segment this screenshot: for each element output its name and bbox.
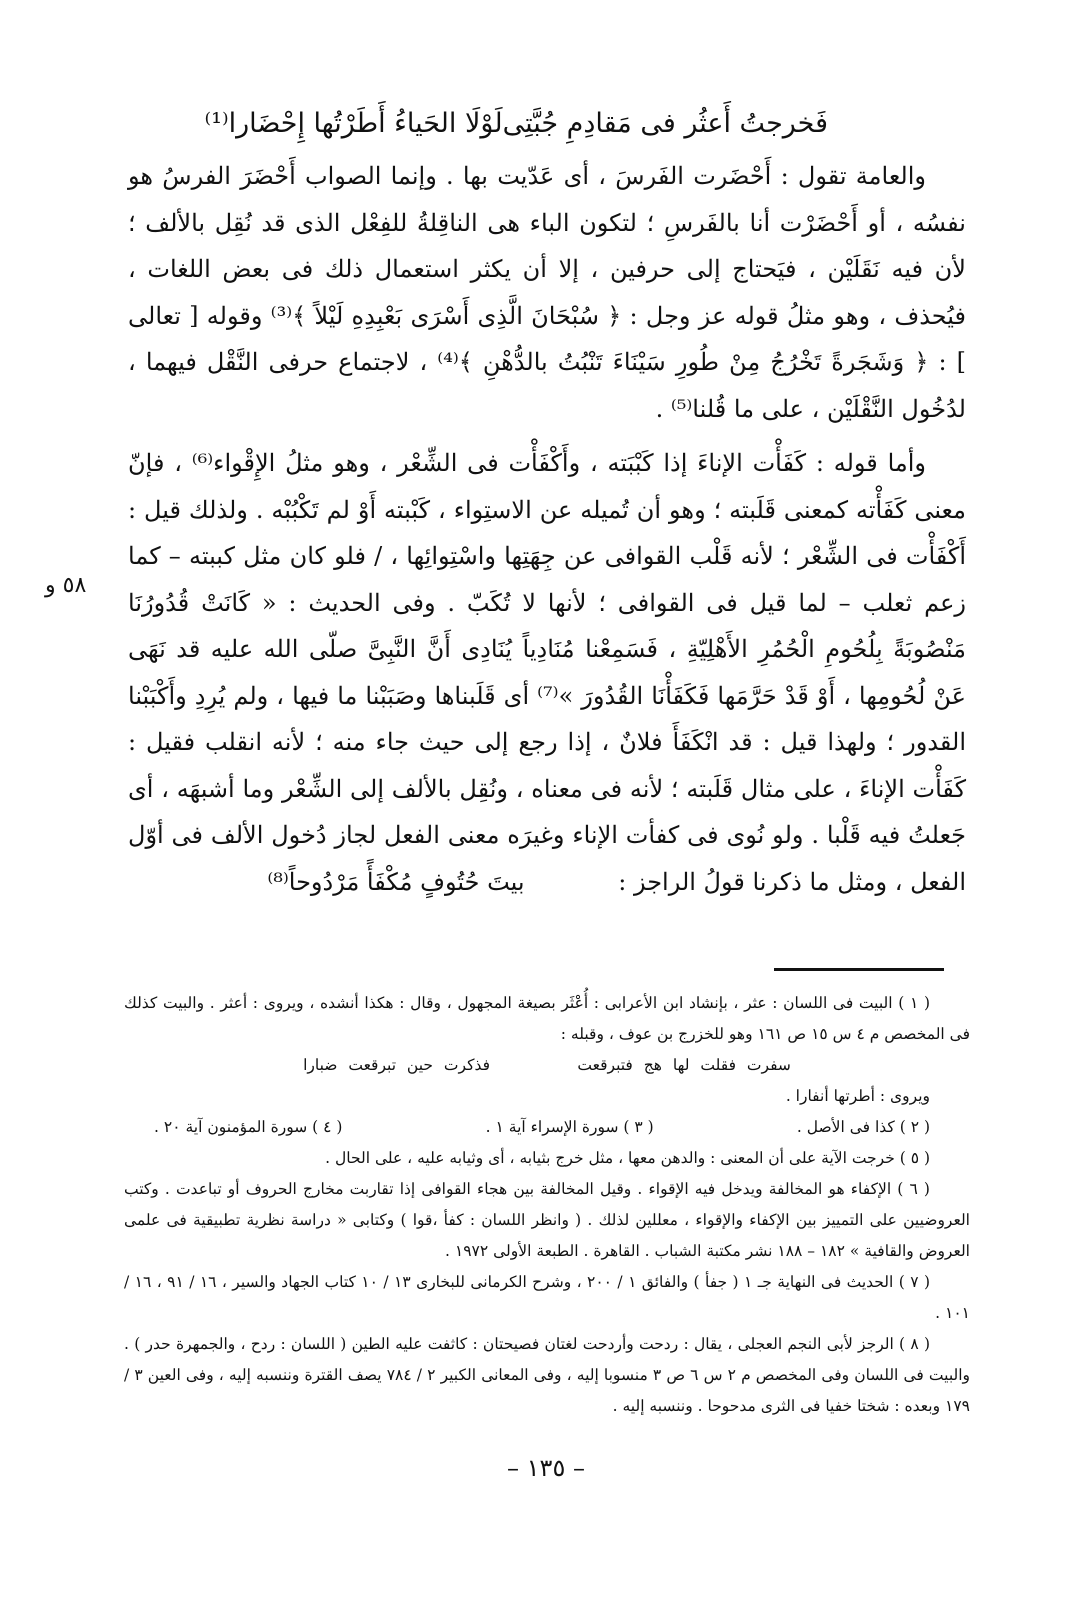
footnote-1-variant: ويروى : أطرتها أنفارا . [785, 1087, 930, 1105]
footnote-separator [774, 968, 944, 971]
footnotes [124, 988, 970, 1422]
manuscript-folio-reference: ٥٨ و [45, 573, 87, 598]
footnote-1-verse [124, 1050, 970, 1081]
paragraph-2 [128, 440, 966, 905]
footnote-1: ( ١ ) البيت فى اللسان : عثر ، بإنشاد ابن الأعرابى : أُعْثَر بصيغة المجهول ، وقال : هكذا أنشده ، ويروى : أعثر . والبيت كذلك فى المخصص م ٤ س ١٥ ص ١٦١ وهو للخزرج بن عوف ، وقبله : [124, 994, 970, 1043]
paragraph-1: والعامة تقول : أَحْضَرت الفَرسَ ، أى عَدّيت بها . وإنما الصواب أَحْضَرَ الفرسُ هو نفسُه ، أو أَحْضَرْت أنا بالفَرسِ ؛ لتكون الباء هى الناقِلةُ للفِعْل الذى قد نُقِل بالألف ؛ لأن فيه نَقَلَيْن ، فيَحتاج إلى حرفين ، إلا أن يكثر استعمال ذلك فى بعض اللغات ، فيُحذف ، وهو مثلُ قوله عز وجل : ﴿ سُبْحَانَ الَّذِى أَسْرَى بَعْبِدِهِ لَيْلاً ﴾⁽³⁾ وقوله [ تعالى ] : ﴿ وَشَجَرةً تَخْرُجُ مِنْ طُورِ سَيْنَاءَ تَنْبُتُ بالدُّهْنِ ﴾⁽⁴⁾ ، لاجتماع حرفى النَّقْل فيهما ، لدُخُول النَّقْلَيْن ، على ما قُلنا⁽⁵⁾ . [128, 162, 967, 423]
footnote-4: ( ٤ ) سورة المؤمنون آية ٢٠ . [154, 1118, 343, 1136]
verse-second-hemistich: لَوْلَا الحَياءُ أَطَرْتُها إِحْضَارا⁽¹⁾ [204, 108, 503, 139]
footnote-8: ( ٨ ) الرجز لأبى النجم العجلى ، يقال : ردحت وأردحت لغتان فصيحتان : كاثفت عليه الطين ( اللسان : ردح ، والجمهرة حدر ) . والبيت فى اللسان وفى المخصص م ٢ س ٦ ص ٣ منسوبا إليه ، وفى المعانى الكبير ٢ / ٧٨٤ يصف القترة وننسبه إليه ، وفى العين ٣ / ١٧٩ وبعده : شختا خفيا فى الثرى مدحوحا . وننسبه إليه . [124, 1335, 971, 1415]
footnote-6: ( ٦ ) الإكفاء هو المخالفة ويدخل فيه الإقواء . وقيل المخالفة بين هجاء القوافى إذا تقاربت مخارج الحروف أو تباعدت . وكتب العروضيين على التمييز بين الإكفاء والإقواء ، معللين لذلك . ( وانظر اللسان : كفأ ،قوا ) وكتابى « دراسة نظرية تطبيقية فى علمى العروض والقافية » ١٨٢ – ١٨٨ نشر مكتبة الشباب . القاهرة . الطبعة الأولى ١٩٧٢ . [124, 1180, 970, 1260]
poetry-verse [204, 102, 828, 146]
page-number: – ١٣٥ – [507, 1454, 585, 1482]
footnote-1-verse-second: فذكرت حين تبرقعت ضبارا [303, 1056, 490, 1074]
footnote-1-verse-first: سفرت فقلت لها هج فتبرقعت [577, 1056, 791, 1074]
rajaz-verse: بيتَ حُتُوفٍ مُكْفَأً مَرْدُوحاً⁽⁸⁾ [267, 867, 525, 896]
footnote-3: ( ٣ ) سورة الإسراء آية ١ . [485, 1118, 654, 1136]
footnote-5: ( ٥ ) خرجت الآية على أن المعنى : والدهن معها ، مثل خرج بثيابه ، أى وثيابه عليه ، على الحال . [325, 1149, 930, 1167]
footnote-row-2-4 [124, 1112, 970, 1143]
verse-first-hemistich: فَخرجتُ أَعثُر فى مَقادِمِ جُبَّتِى [502, 108, 828, 139]
main-text [128, 153, 966, 905]
footnote-7: ( ٧ ) الحديث فى النهاية جـ ١ ( جفأ ) والفائق ١ / ٢٠٠ ، وشرح الكرمانى للبخارى ١٣ / ١٠ كتاب الجهاد والسير ، ١٦ / ٩١ ، ١٦ / ١٠١ . [124, 1273, 970, 1322]
footnote-2: ( ٢ ) كذا فى الأصل . [796, 1118, 930, 1136]
paragraph-2-text: وأما قوله : كَفَأْت الإناءَ إذا كَبْبَته ، وأَكْفَأْت فى الشِّعْر ، وهو مثلُ الإِقْواء⁽⁶⁾ ، فإنّ معنى كَفَأْته كمعنى قَلَبته ؛ وهو أن تُميله عن الاستِواء ، كَبْبته أَوْ لم تَكْبُبْه . ولذلك قيل : أَكْفَأْت فى الشِّعْر ؛ لأنه قَلْب القوافى عن جِهَتِها واسْتِوائِها ، / فلو كان مثل كببته – كما زعم ثعلب – لما قيل فى القوافى ؛ لأنها لا تُكَبّ . وفى الحديث : « كَانَتْ قُدُورُنَا مَنْصُوبَةً بِلُحُومِ الْحُمُرِ الأَهْلِيّةِ ، فَسَمِعْنا مُنَادِياً يُنَادِى أَنَّ النَّبِىَّ صلّى الله عليه قد نَهَى عَنْ لُحُومِها ، أَوْ قَدْ حَرَّمَها فَكَفَأْنَا القُدُورَ »⁽⁷⁾ أى قَلَبناها وصَبَبْنا ما فيها ، ولم يُرِدِ وأَكْبَبْنا القدور ؛ ولهذا قيل : قد انْكَفَأَ فلانٌ ، إذا رجع إلى حيث جاء منه ؛ لأنه انقلب فقيل : كَفَأْت الإناءَ ، على مثال قَلَبته ؛ لأنه فى معناه ، ونُقِل بالألف إلى الشِّعْر وما أشبهَه ، أى جَعلتُ فيه قَلْبا . ولو نُوى فى كفأت الإناء وغيرَه معنى الفعل لجاز دُخول الألف فى أوّل الفعل ، ومثل ما ذكرنا قولُ الراجز : [128, 449, 966, 896]
